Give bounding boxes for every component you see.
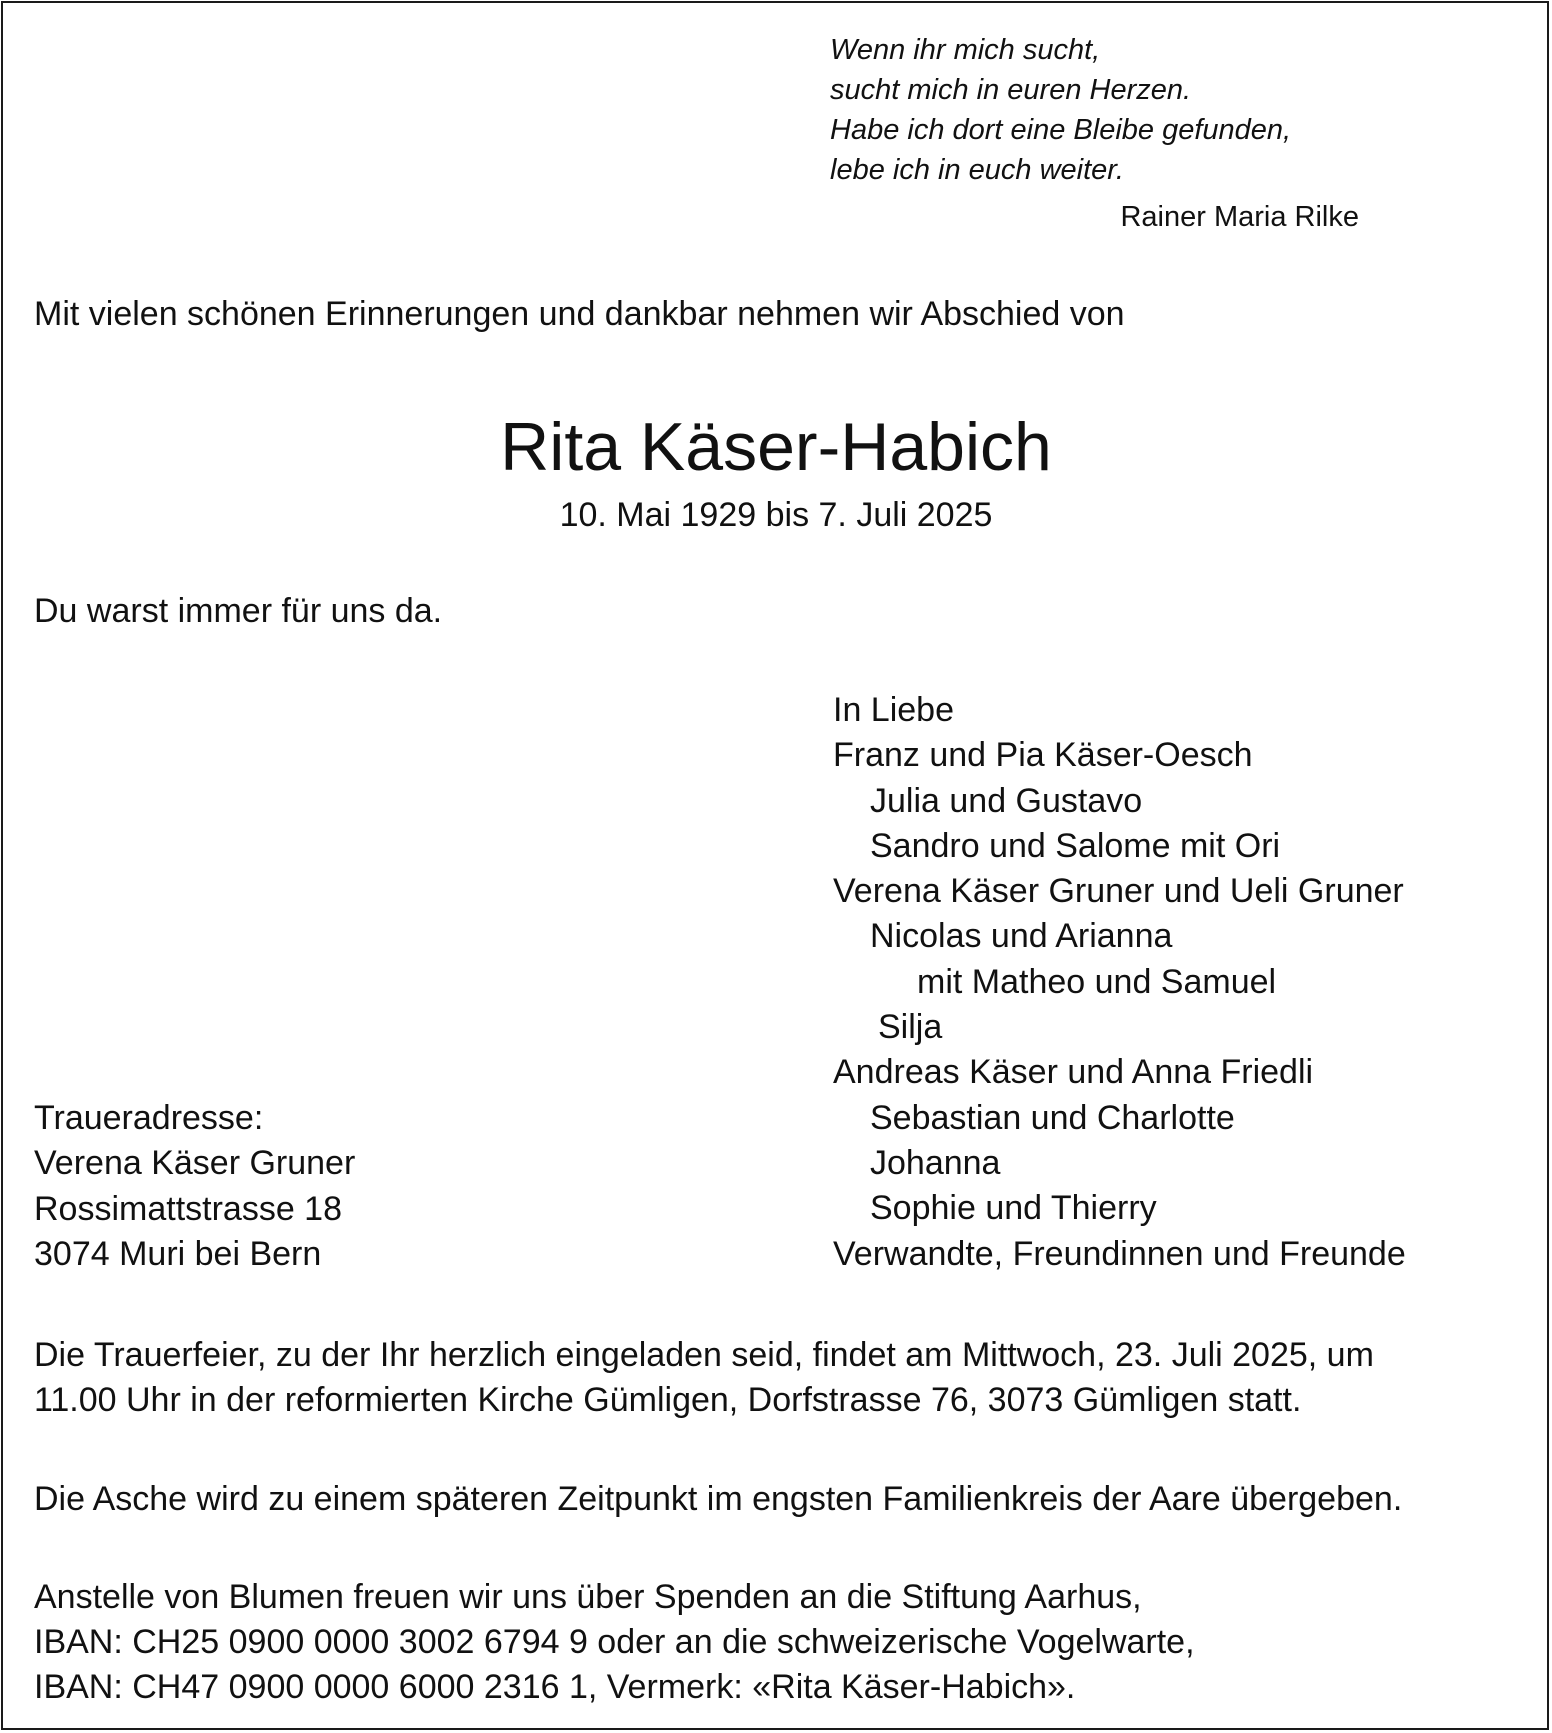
mourner-entry: Verena Käser Gruner und Ueli Gruner [833, 872, 1404, 911]
deceased-name: Rita Käser-Habich [500, 409, 1052, 485]
donation-line: IBAN: CH25 0900 0000 3002 6794 9 oder an die schweizerische Vogelwarte, [34, 1623, 1195, 1661]
poem-line: Wenn ihr mich sucht, [830, 34, 1101, 66]
address-city: 3074 Muri bei Bern [34, 1234, 322, 1273]
donation-line: IBAN: CH47 0900 0000 6000 2316 1, Vermerk: «Rita Käser-Habich». [34, 1668, 1076, 1706]
mourner-entry: Franz und Pia Käser-Oesch [833, 736, 1253, 775]
mourner-entry: Sandro und Salome mit Ori [870, 826, 1281, 865]
mourner-entry: Johanna [870, 1143, 1001, 1182]
ceremony-line: 11.00 Uhr in der reformierten Kirche Gümligen, Dorfstrasse 76, 3073 Gümligen statt. [34, 1381, 1302, 1419]
ashes-paragraph: Die Asche wird zu einem späteren Zeitpunkt im engsten Familienkreis der Aare übergeben. [34, 1480, 1403, 1518]
ceremony-line: Die Trauerfeier, zu der Ihr herzlich eingeladen seid, findet am Mittwoch, 23. Juli 2025, um [34, 1336, 1374, 1374]
mourner-entry: Silja [878, 1008, 943, 1047]
mourner-entry: Nicolas und Arianna [870, 917, 1173, 956]
mourner-entry: Sebastian und Charlotte [870, 1098, 1235, 1137]
mourner-entry: Verwandte, Freundinnen und Freunde [833, 1234, 1406, 1273]
mourner-entry: Sophie und Thierry [870, 1189, 1157, 1228]
dedication-text: Du warst immer für uns da. [34, 592, 443, 630]
poem-line: sucht mich in euren Herzen. [830, 74, 1192, 106]
intro-text: Mit vielen schönen Erinnerungen und dankbar nehmen wir Abschied von [34, 295, 1125, 333]
poem-line: lebe ich in euch weiter. [830, 154, 1124, 186]
address-label: Traueradresse: [34, 1099, 264, 1137]
donation-line: Anstelle von Blumen freuen wir uns über Spenden an die Stiftung Aarhus, [34, 1578, 1142, 1616]
ceremony-paragraph [34, 1333, 1374, 1423]
address-street: Rossimattstrasse 18 [34, 1189, 342, 1228]
mourner-entry: Julia und Gustavo [870, 781, 1143, 820]
mourning-address [34, 1096, 355, 1277]
poem-quote [830, 30, 1291, 190]
address-name: Verena Käser Gruner [34, 1144, 356, 1183]
mourner-entry: Andreas Käser und Anna Friedli [833, 1053, 1314, 1092]
mourners-heading: In Liebe [833, 691, 954, 729]
poem-line: Habe ich dort eine Bleibe gefunden, [830, 114, 1292, 146]
poem-author: Rainer Maria Rilke [1120, 201, 1359, 233]
donations-paragraph [34, 1575, 1195, 1710]
mourners-list [833, 688, 1406, 1277]
deceased-dates: 10. Mai 1929 bis 7. Juli 2025 [559, 496, 993, 534]
mourner-entry: mit Matheo und Samuel [917, 962, 1277, 1001]
